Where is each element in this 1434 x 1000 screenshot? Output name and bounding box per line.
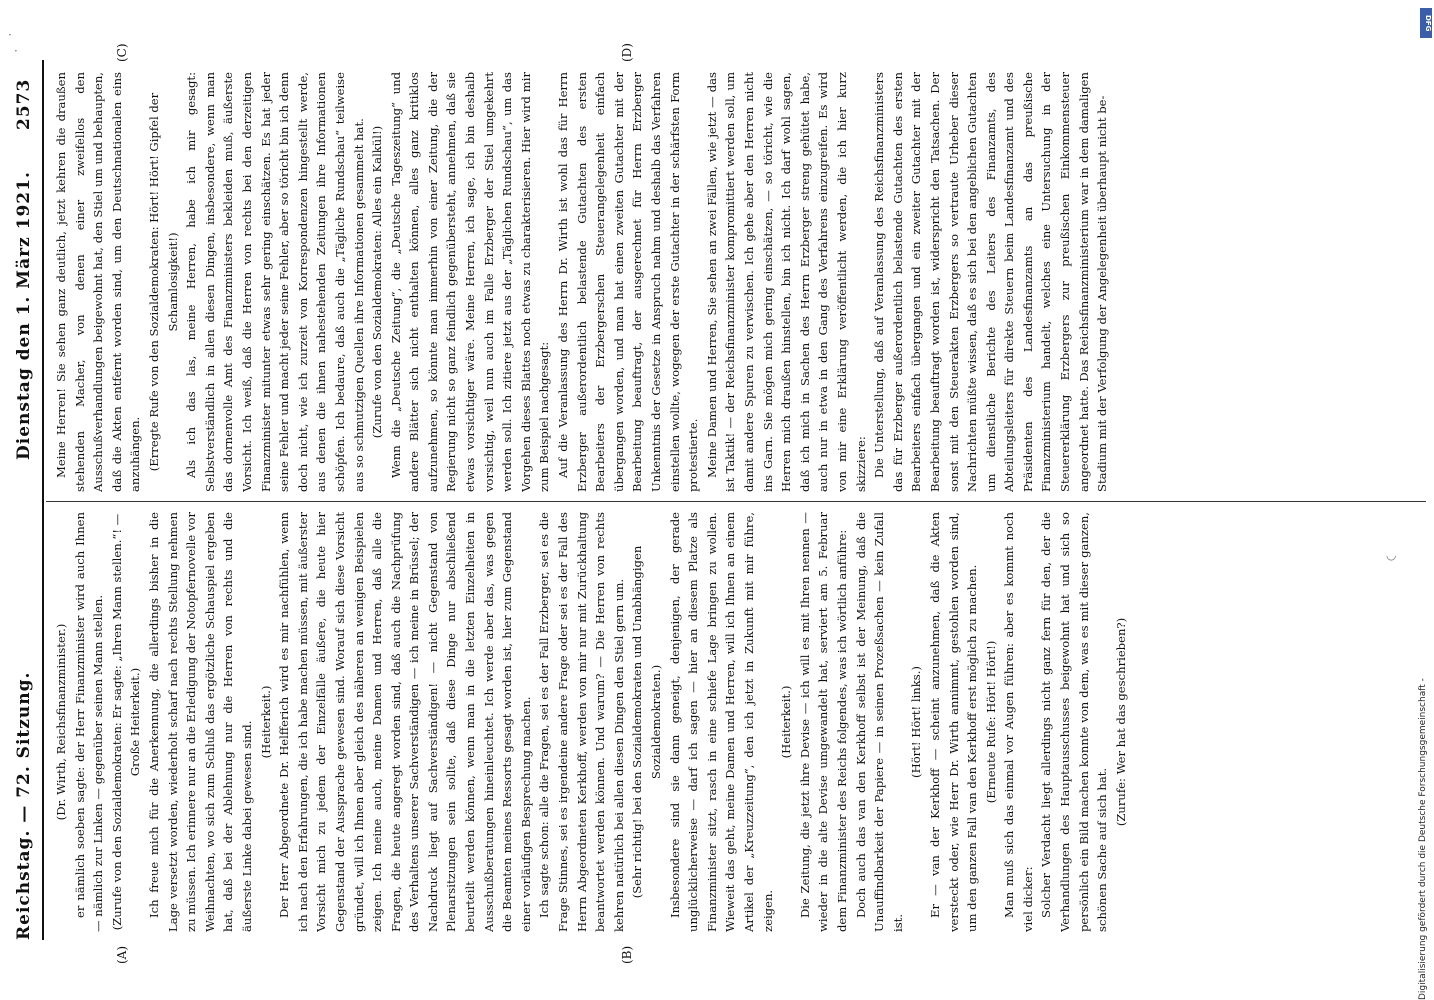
- page-number: 2573: [14, 78, 34, 130]
- paragraph: Meine Damen und Herren, Sie sehen an zwei Fällen, wie jetzt — das ist Taktik! — der Reichsfinanzminister kompromittiert werden soll, um damit andere Spuren zu verwischen. Ich gehe aber den Herren nicht ins Garn. Sie mögen mich gering einschätzen, — so töricht, wie die Herren mich draußen hinstellen, bin ich nicht. Ich darf wohl sagen, daß ich mich in Sachen des Herrn Erzberger streng gehütet habe, auch nur in etwa in den Gang des Verfahrens einzugreifen. Es wird von mir eine Erklärung veröffentlicht werden, die ich hier kurz skizziere:: [704, 72, 868, 492]
- paragraph: Die Unterstellung, daß auf Veranlassung des Reichsfinanzministers das für Erzberger außerordentlich belastende Gutachten des ersten Bearbeiters einfach übergangen und ein zweiter Gutachter mit der Bearbeitung beauftragt worden ist, widerspricht den Tatsachen. Der sonst mit den Steuerakten Erzbergers so vertraute Urheber dieser Nachrichten müßte wissen, daß es sich bei den angeblichen Gutachten um dienstliche Berichte des Leiters des Finanzamts, des Abteilungsleiters für direkte Steuern beim Landesfinanzamt und des Präsidenten des Landesfinanzamts an das preußische Finanzministerium handelt, welches eine Untersuchung in der Steuererklärung Erzbergers zur preußischen Einkommensteuer angeordnet hatte. Das Reichsfinanzministerium war in dem damaligen Stadium mit der Verfolgung der Angelegenheit überhaupt nicht be-: [872, 72, 1110, 492]
- scan-speck: ◡: [1386, 548, 1397, 562]
- paragraph: (Zurufe: Wer hat das geschrieben?): [1113, 617, 1128, 827]
- paragraph: Als ich das las, meine Herren, habe ich mir gesagt: Selbstverständlich in allen diesen Dingen, insbesondere, wenn man das dornenvolle Amt des Finanzministers bekleiden muß, äußerste Vorsicht. Ich weiß, daß die Herren von rechts bei den derzeitigen Finanzminister mitunter etwas sehr gering einschätzen. Es hat jeder seine Fehler und macht jeder seine Fehler, aber so töricht bin ich denn doch nicht, wie ich zurzeit von Korrespondenzen hingestellt werde, aus denen die ihnen nahestehenden Zeitungen ihre Informationen schöpfen. Ich bedaure, daß auch die „Tägliche Rundschau“ teilweise aus so schmutzigen Quellen ihre Informationen gesammelt hat.: [184, 72, 366, 492]
- paragraph: (Heiterkeit.): [258, 685, 273, 759]
- paragraph: (Zurufe von den Sozialdemokraten: Er sagte: „Ihren Mann stellen.“! — Große Heiterkeit.): [109, 513, 143, 931]
- header-rule: [42, 60, 44, 940]
- paragraph: Ich freue mich für die Anerkennung, die allerdings bisher in die Lage versetzt worden, wiederholt scharf nach rechts Stellung nehmen zu müssen. Ich erinnere nur an die Erledigung der Notopfernovelle vor Weihnachten, wo sich zum Schluß das ergötzliche Schauspiel ergeben hat, daß bei der Ablehnung nur die Herren von rechts und die äußerste Linke dabei gewesen sind.: [146, 512, 254, 932]
- paragraph: er nämlich soeben sagte: der Herr Finanzminister wird auch Ihnen — nämlich zur Linken — gegenüber seinen Mann stellen.: [72, 512, 106, 932]
- scan-speck: ·: [8, 28, 12, 42]
- paragraph: (Dr. Wirth, Reichsfinanzminister.): [54, 623, 68, 821]
- dfg-credit-text: Digitalisierung gefördert durch die Deutsche Forschungsgemeinschaft -: [1418, 678, 1428, 1000]
- paragraph: Ich sagte schon: alle die Fragen, sei es der Fall Erzberger, sei es die Frage Stinnes, sei es irgendeine andere Frage oder sei es der Fall des Herrn Abgeordneten Kerkhoff, werden von mir nur mit Zurückhaltung beantwortet werden können. Und warum? — Die Herren von rechts kehren natürlich bei allen diesen Dingen den Stiel gern um.: [537, 512, 626, 932]
- paragraph: (Zurufe von den Sozialdemokraten: Alles ein Kalkül!): [370, 125, 385, 439]
- paragraph: Auf die Veranlassung des Herrn Dr. Wirth ist wohl das für Herrn Erzberger außerordentlich belastende Gutachten des ersten Bearbeiters der Erzbergerschen Steuerangelegenheit einfach übergangen worden, und man hat einen zweiten Gutachter mit der Bearbeitung beauftragt, der ausgerechnet für Herrn Erzberger Unkenntnis der Gesetze in Anspruch nahm und deshalb das Verfahren einstellen wollte, wogegen der erste Gutachter in der schärfsten Form protestierte.: [556, 72, 701, 492]
- paragraph: Er — van der Kerkhoff — scheint anzunehmen, daß die Akten versteckt oder, wie Herr Dr. Wirth annimmt, gestohlen worden sind, um den ganzen Fall van den Kerkhoff erst möglich zu machen.: [927, 512, 980, 932]
- margin-marker-d: (D): [620, 43, 634, 62]
- margin-marker-b: (B): [620, 945, 634, 964]
- header-left: Reichstag. — 72. Sitzung.: [14, 671, 34, 940]
- column-divider: [46, 501, 1426, 502]
- paragraph: (Erneute Rufe: Hört! Hört!): [983, 640, 998, 804]
- paragraph: (Sehr richtig! bei den Sozialdemokraten und Unabhängigen Sozialdemokraten.): [630, 545, 663, 899]
- paragraph: (Hört! Hört! links.): [909, 666, 924, 778]
- paragraph: Die Zeitung, die jetzt ihre Devise — ich will es mit Ihren nennen — wieder in die alte Devise umgewandelt hat, serviert am 5. Februar dem Finanzminister des Reichs folgendes, was ich wörtlich anführe:: [797, 512, 849, 932]
- right-text-column: [52, 72, 1422, 492]
- paragraph: Doch auch das van den Kerkhoff selbst ist der Meinung, daß die Unauffindbarkeit der Papiere — in seinen Prozeßsachen — kein Zufall ist.: [853, 512, 905, 932]
- left-text-column: [52, 512, 1422, 932]
- paragraph: Insbesondere sind sie dann geneigt, denjenigen, der gerade unglücklicherweise — darf ich sagen — hier an diesem Platze als Finanzminister sitzt, rasch in eine schiefe Lage bringen zu wollen. Wieweit das geht, meine Damen und Herren, will ich Ihnen an einem Artikel der „Kreuzzeitung“, den ich jetzt in Zukunft mit mir führe, zeigen.: [667, 512, 775, 932]
- header-right: Dienstag den 1. März 1921.: [14, 171, 34, 460]
- paragraph: (Heiterkeit.): [779, 685, 794, 759]
- paragraph: Meine Herren! Sie sehen ganz deutlich, jetzt kehren die draußen stehenden Macher, von denen einer zweifellos den Ausschußverhandlungen beigewohnt hat, den Stiel um und behaupten, daß die Akten entfernt worden sind, um den Deutschnationalen eins anzuhängen.: [54, 72, 143, 492]
- scan-speck: ·: [14, 44, 18, 58]
- paragraph: Der Herr Abgeordnete Dr. Helfferich wird es mir nachfühlen, wenn ich nach den Erfahrungen, die ich habe machen müssen, mit äußerster Vorsicht mich zu jedem der Einzelfälle äußere, die heute hier Gegenstand der Aussprache gewesen sind. Worauf sich diese Vorsicht gründet, will ich Ihnen aber gleich des näheren an wenigen Beispielen zeigen. Ich meine auch, meine Damen und Herren, daß alle die Fragen, die heute angeregt worden sind, daß auch die Nachprüfung des Verhaltens unserer Sachverständigen — ich meine in Brüssel; der Nachdruck liegt auf Sachverständigen! — nicht Gegenstand von Plenarsitzungen sein sollte, daß diese Dinge nur abschließend beurteilt werden können, wenn man in die letzten Einzelheiten in Ausschußberatungen hineinleuchtet. Ich werde aber das, was gegen die Beamten meines Ressorts gesagt worden ist, hier zum Gegenstand einer vorläufigen Besprechung machen.: [277, 512, 533, 932]
- paragraph: Man muß sich das einmal vor Augen führen: aber es kommt noch viel dicker:: [1002, 512, 1035, 932]
- paragraph: (Erregte Rufe von den Sozialdemokraten: Hört! Hört! Gipfel der Schamlosigkeit!): [146, 92, 180, 472]
- dfg-logo: DFG: [1420, 8, 1432, 38]
- paragraph: Wenn die „Deutsche Zeitung“, die „Deutsche Tageszeitung“ und andere Blätter sich nicht enthalten können, alles ganz kritiklos aufzunehmen, so könnte man immerhin von einer Zeitung, die der Regierung nicht so ganz feindlich gegenübersteht, annehmen, daß sie etwas vorsichtiger wäre. Meine Herren, ich sage, ich bin deshalb vorsichtig, weil nun auch im Falle Erzberger der Stiel umgekehrt werden soll. Ich zitiere jetzt aus der „Täglichen Rundschau“, um das Vorgehen dieses Blattes noch etwas zu charakterisieren. Hier wird mir zum Beispiel nachgesagt:: [388, 72, 552, 492]
- margin-marker-c: (C): [115, 43, 129, 62]
- paragraph: Solcher Verdacht liegt allerdings nicht ganz fern für den, der die Verhandlungen des Hauptausschusses beigewohnt hat und sich so persönlich ein Bild machen konnte von dem, was es mit dieser ganzen, schönen Sache auf sich hat.: [1039, 512, 1110, 932]
- margin-marker-a: (A): [115, 945, 129, 964]
